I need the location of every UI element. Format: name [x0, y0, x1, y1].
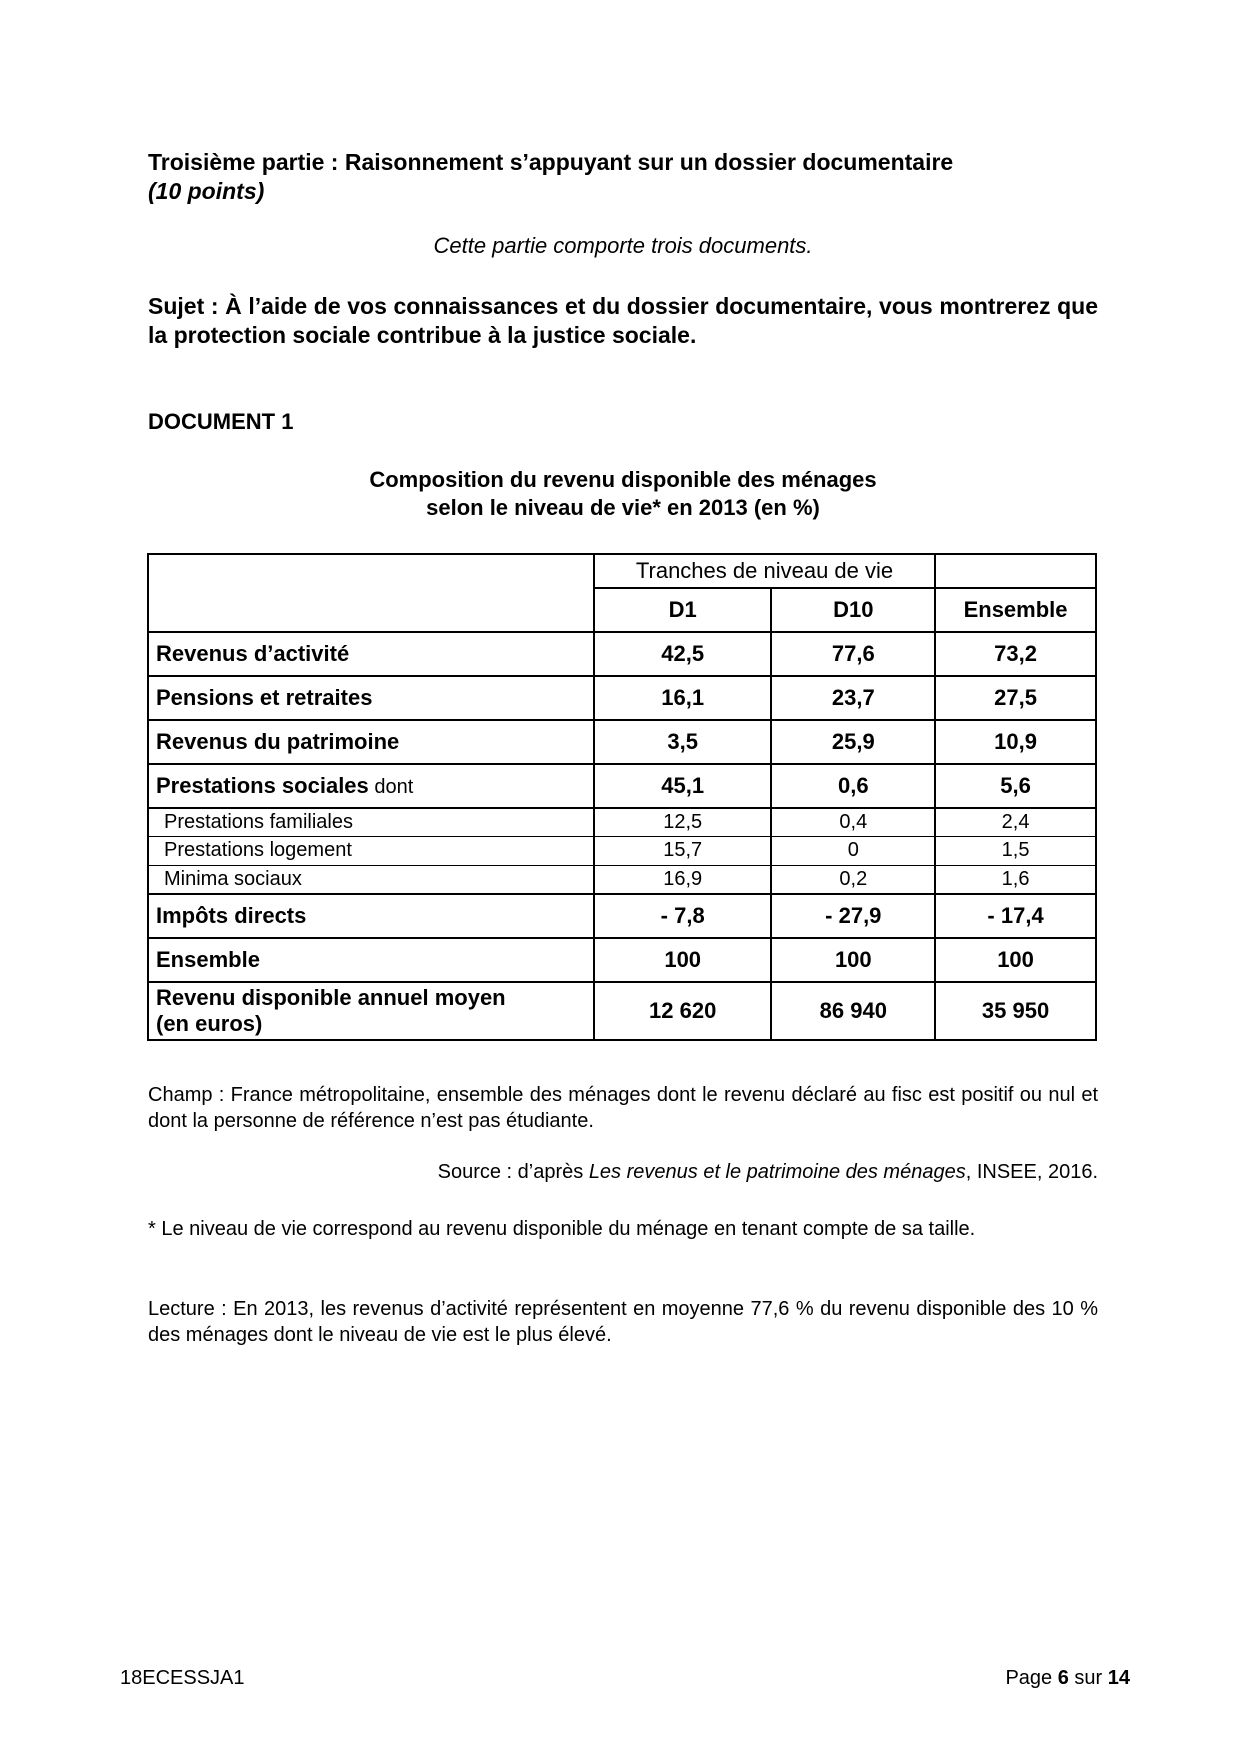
- table-group-header-row: [148, 554, 1096, 588]
- source-title: Les revenus et le patrimoine des ménages: [588, 1161, 966, 1183]
- part-title-text: Troisième partie : Raisonnement s’appuyant sur un dossier documentaire: [148, 149, 954, 175]
- row-label-line2: (en euros): [156, 1011, 263, 1036]
- source-note: [148, 1161, 1098, 1184]
- cell-ensemble: 1,5: [935, 836, 1096, 865]
- cell-d1: 3,5: [594, 720, 772, 764]
- cell-ensemble: 2,4: [935, 808, 1096, 836]
- cell-d1: 15,7: [594, 836, 772, 865]
- champ-note: Champ : France métropolitaine, ensemble des ménages dont le revenu déclaré au fisc est positif ou nul et dont la personne de référence n’est pas étudiante.: [148, 1084, 1098, 1132]
- table-row: [148, 632, 1096, 676]
- cell-d10: 77,6: [771, 632, 935, 676]
- empty-header-cell: [935, 554, 1096, 588]
- cell-d10: - 27,9: [771, 894, 935, 938]
- lecture-note: Lecture : En 2013, les revenus d’activité représentent en moyenne 77,6 % du revenu disponible des 10 % des ménages dont le niveau de vie est le plus élevé.: [148, 1298, 1098, 1346]
- cell-d10: 0,4: [771, 808, 935, 836]
- cell-d1: 16,9: [594, 865, 772, 894]
- row-label-main: Prestations sociales: [156, 773, 369, 798]
- income-table: [147, 553, 1097, 1041]
- source-suffix: , INSEE, 2016.: [965, 1161, 1098, 1183]
- cell-d1: 100: [594, 938, 772, 982]
- subject-text: À l’aide de vos connaissances et du dossier documentaire, vous montrerez que la protection sociale contribue à la justice sociale.: [148, 293, 1099, 348]
- page-current: 6: [1057, 1667, 1069, 1689]
- cell-d1: 12 620: [594, 982, 772, 1040]
- table-row: [148, 938, 1096, 982]
- intro-text: Cette partie comporte trois documents.: [433, 233, 813, 258]
- column-header-d1: D1: [594, 588, 772, 632]
- cell-d10: 100: [771, 938, 935, 982]
- table-row: [148, 982, 1096, 1040]
- row-label: Prestations familiales: [148, 808, 594, 836]
- page-prefix: Page: [1005, 1667, 1058, 1689]
- asterisk-note: * Le niveau de vie correspond au revenu disponible du ménage en tenant compte de sa taille.: [148, 1218, 976, 1240]
- row-label: Revenus du patrimoine: [148, 720, 594, 764]
- table-corner-cell: [148, 554, 594, 632]
- cell-d10: 0,2: [771, 865, 935, 894]
- table-row: [148, 676, 1096, 720]
- cell-ensemble: 1,6: [935, 865, 1096, 894]
- page-mid: sur: [1068, 1667, 1108, 1689]
- cell-ensemble: 5,6: [935, 764, 1096, 808]
- table-subrow: [148, 808, 1096, 836]
- subject-label: Sujet :: [148, 293, 219, 319]
- table-title-line1: Composition du revenu disponible des ménages: [369, 467, 877, 492]
- cell-ensemble: - 17,4: [935, 894, 1096, 938]
- row-label: [148, 764, 594, 808]
- document-label: DOCUMENT 1: [148, 409, 294, 434]
- row-label-line1: Revenu disponible annuel moyen: [156, 985, 506, 1010]
- cell-ensemble: 35 950: [935, 982, 1096, 1040]
- table-subrow: [148, 836, 1096, 865]
- points-text: (10 points): [148, 178, 265, 204]
- row-label: [148, 982, 594, 1040]
- cell-d10: 86 940: [771, 982, 935, 1040]
- column-header-ensemble: Ensemble: [935, 588, 1096, 632]
- footer-code: 18ECESSJA1: [120, 1667, 245, 1689]
- cell-d1: 16,1: [594, 676, 772, 720]
- row-label: Impôts directs: [148, 894, 594, 938]
- cell-ensemble: 10,9: [935, 720, 1096, 764]
- cell-ensemble: 100: [935, 938, 1096, 982]
- source-prefix: Source : d’après: [437, 1161, 589, 1183]
- page-total: 14: [1107, 1667, 1130, 1689]
- footer-page-number: [1005, 1667, 1130, 1690]
- cell-d10: 0: [771, 836, 935, 865]
- row-label: Minima sociaux: [148, 865, 594, 894]
- cell-d1: 12,5: [594, 808, 772, 836]
- cell-d1: 42,5: [594, 632, 772, 676]
- table-row: [148, 720, 1096, 764]
- table-title-line2: selon le niveau de vie* en 2013 (en %): [426, 495, 820, 520]
- cell-d1: - 7,8: [594, 894, 772, 938]
- table-row: [148, 764, 1096, 808]
- row-label: Prestations logement: [148, 836, 594, 865]
- cell-ensemble: 73,2: [935, 632, 1096, 676]
- table-subrow: [148, 865, 1096, 894]
- subject-block: [148, 292, 1098, 350]
- row-label: Pensions et retraites: [148, 676, 594, 720]
- cell-d10: 25,9: [771, 720, 935, 764]
- part-title: [148, 148, 1098, 206]
- table-row: [148, 894, 1096, 938]
- table-title: [148, 466, 1098, 522]
- column-header-d10: D10: [771, 588, 935, 632]
- row-label: Ensemble: [148, 938, 594, 982]
- cell-d1: 45,1: [594, 764, 772, 808]
- group-header-cell: Tranches de niveau de vie: [594, 554, 935, 588]
- cell-ensemble: 27,5: [935, 676, 1096, 720]
- cell-d10: 23,7: [771, 676, 935, 720]
- row-label-suffix: dont: [368, 776, 414, 798]
- cell-d10: 0,6: [771, 764, 935, 808]
- row-label: Revenus d’activité: [148, 632, 594, 676]
